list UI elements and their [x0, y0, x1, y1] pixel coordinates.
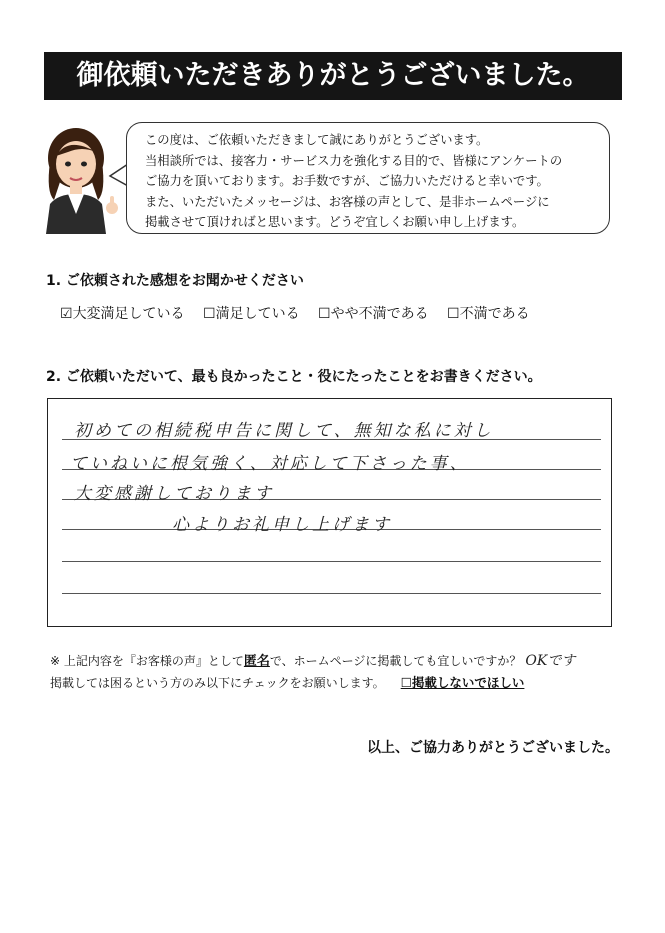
checkbox-icon: ☐	[318, 306, 331, 322]
opt-out-instruction: 掲載しては困るという方のみ以下にチェックをお願いします。 ☐掲載しないでほしい	[50, 675, 525, 690]
anonymous-emphasis: 匿名	[243, 654, 270, 669]
page-title: 御依頼いただきありがとうございました。	[44, 52, 622, 100]
intro-line: ご協力を頂いております。お手数ですが、ご協力いただけると幸いです。	[145, 174, 549, 188]
answer-box[interactable]	[47, 398, 612, 627]
intro-line: また、いただいたメッセージは、お客様の声として、是非ホームページに	[145, 194, 550, 209]
publish-consent-question: ※ 上記内容を『お客様の声』として匿名で、ホームページに掲載しても宜しいですか？ OKです	[50, 653, 576, 669]
option-dissatisfied[interactable]: ☐不満である	[447, 306, 530, 322]
checked-box-icon: ☑	[60, 306, 73, 322]
answer-rule	[62, 593, 601, 594]
checkbox-icon: ☐	[447, 306, 460, 322]
closing-message: 以上、ご協力ありがとうございました。	[367, 740, 619, 756]
option-satisfied[interactable]: ☐満足している	[203, 306, 300, 322]
handwritten-line: 初めての相続税申告に関して、無知な私に対し	[74, 421, 494, 441]
question-2-title: 2. ご依頼いただいて、最も良かったこと・役にたったことをお書きください。	[46, 369, 542, 385]
question-1-title: 1. ご依頼された感想をお聞かせください	[46, 273, 304, 289]
option-somewhat-dissatisfied[interactable]: ☐やや不満である	[318, 306, 429, 322]
do-not-publish-checkbox[interactable]: ☐掲載しないでほしい	[400, 675, 525, 690]
checkbox-icon: ☐	[203, 306, 216, 322]
intro-message	[126, 122, 610, 234]
handwritten-line: ていねいに根気強く、対応して下さった事、	[70, 454, 470, 474]
intro-line: 掲載させて頂ければと思います。どうぞ宜しくお願い申し上げます。	[145, 215, 525, 229]
intro-line: この度は、ご依頼いただきまして誠にありがとうございます。	[145, 133, 489, 147]
option-very-satisfied[interactable]: ☑大変満足している	[60, 306, 185, 322]
intro-line: 当相談所では、接客力・サービス力を強化する目的で、皆様にアンケートの	[145, 153, 563, 168]
satisfaction-options	[60, 303, 544, 323]
answer-rule	[62, 561, 601, 562]
handwritten-ok: OKです	[525, 653, 576, 669]
handwritten-line: 心よりお礼申し上げます	[172, 515, 392, 535]
handwritten-line: 大変感謝しております	[74, 484, 274, 504]
